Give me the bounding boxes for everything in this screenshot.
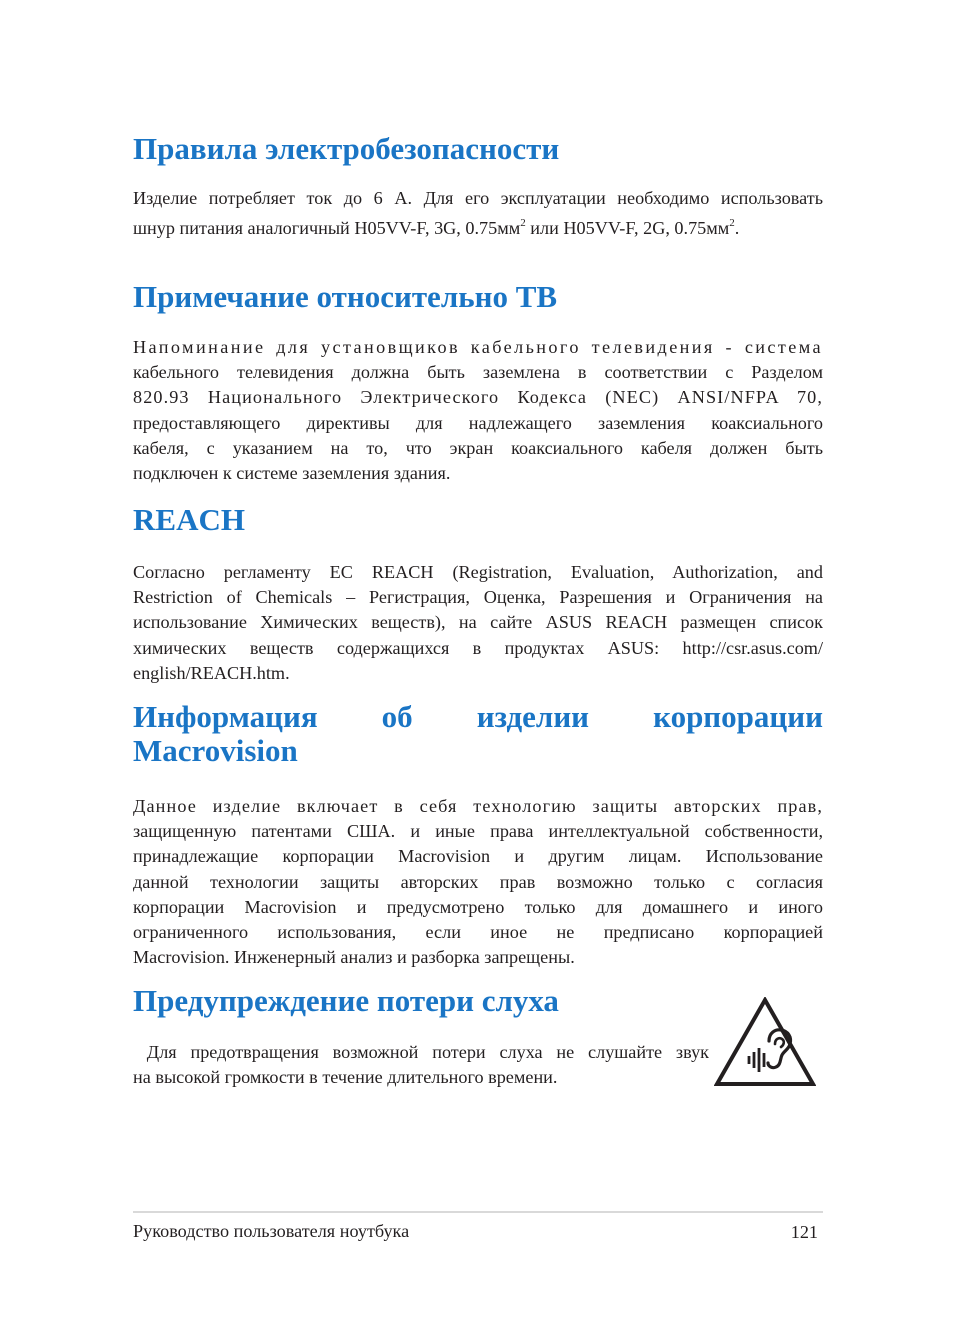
heading-electrical-safety: Правила электробезопасности	[133, 131, 560, 166]
footer-title: Руководство пользователя ноутбука	[133, 1221, 410, 1241]
electrical-line-2a: шнур питания аналогичный H05VV-F, 3G, 0.75мм	[133, 218, 521, 239]
macrovision-line: корпорации Macrovision и предусмотрено только для домашнего и иного	[133, 896, 823, 917]
macrovision-line: ограниченного использования, если иное не предписано корпорацией	[133, 922, 823, 943]
superscript-2: 2	[729, 217, 735, 230]
heading-reach: REACH	[133, 502, 245, 537]
macrovision-line: данной технологии защиты авторских прав возможно только с согласия	[133, 871, 823, 892]
macrovision-line: защищенную патентами США. и иные права интеллектуальной собственности,	[133, 821, 823, 842]
paragraph-reach	[133, 560, 823, 686]
reach-line: использование Химических веществ), на сайте ASUS REACH размещен список	[133, 612, 823, 633]
reach-line: english/REACH.htm.	[133, 662, 290, 683]
hearing-line-1: Для предотвращения возможной потери слуха не слушайте звук	[133, 1042, 709, 1062]
tv-line: подключен к системе заземления здания.	[133, 463, 451, 484]
hearing-line-2: на высокой громкости в течение длительного времени.	[133, 1067, 558, 1088]
macrovision-line: принадлежащие корпорации Macrovision и другим лицам. Использование	[133, 846, 823, 867]
electrical-line-2b: или H05VV-F, 2G, 0.75мм	[525, 218, 730, 239]
heading-macrovision	[133, 700, 823, 768]
paragraph-macrovision	[133, 794, 823, 970]
macrovision-line: Данное изделие включает в себя технологию защиты авторских прав,	[133, 796, 823, 816]
tv-line: кабельного телевидения должна быть заземлена в соответствии с Разделом	[133, 362, 823, 383]
tv-line: предоставляющего директивы для надлежащего заземления коаксиального	[133, 412, 823, 433]
heading-tv-note: Примечание относительно ТВ	[133, 279, 558, 314]
tv-line: Напоминание для установщиков кабельного телевидения - система	[133, 337, 823, 357]
heading-hearing-loss: Предупреждение потери слуха	[133, 983, 559, 1018]
electrical-line-2	[133, 211, 823, 241]
reach-line: Согласно регламенту ЕС REACH (Registration, Evaluation, Authorization, and	[133, 562, 823, 582]
tv-line: кабеля, с указанием на то, что экран коаксиального кабеля должен быть	[133, 437, 823, 458]
hearing-warning-icon	[714, 997, 816, 1087]
paragraph-electrical	[133, 186, 823, 241]
macrovision-line: Macrovision. Инженерный анализ и разборка запрещены.	[133, 947, 575, 968]
macrovision-heading-line-2: Macrovision	[133, 733, 298, 768]
superscript-1: 2	[520, 217, 526, 230]
document-page	[133, 0, 823, 1324]
footer-divider	[133, 1211, 823, 1213]
page-number: 121	[790, 1222, 818, 1242]
tv-line: 820.93 Национального Электрического Кодекса (NEC) ANSI/NFPA 70,	[133, 387, 823, 408]
reach-line: химических веществ содержащихся в продуктах ASUS: http://csr.asus.com/	[133, 637, 823, 658]
paragraph-hearing	[133, 1040, 709, 1090]
macrovision-heading-line-1: Информация об изделии корпорации	[133, 699, 823, 734]
paragraph-tv	[133, 335, 823, 486]
electrical-line-1: Изделие потребляет ток до 6 A. Для его эксплуатации необходимо использовать	[133, 188, 823, 208]
electrical-line-2c: .	[734, 218, 740, 239]
reach-line: Restriction of Chemicals – Регистрация, Оценка, Разрешения и Ограничения на	[133, 587, 823, 608]
